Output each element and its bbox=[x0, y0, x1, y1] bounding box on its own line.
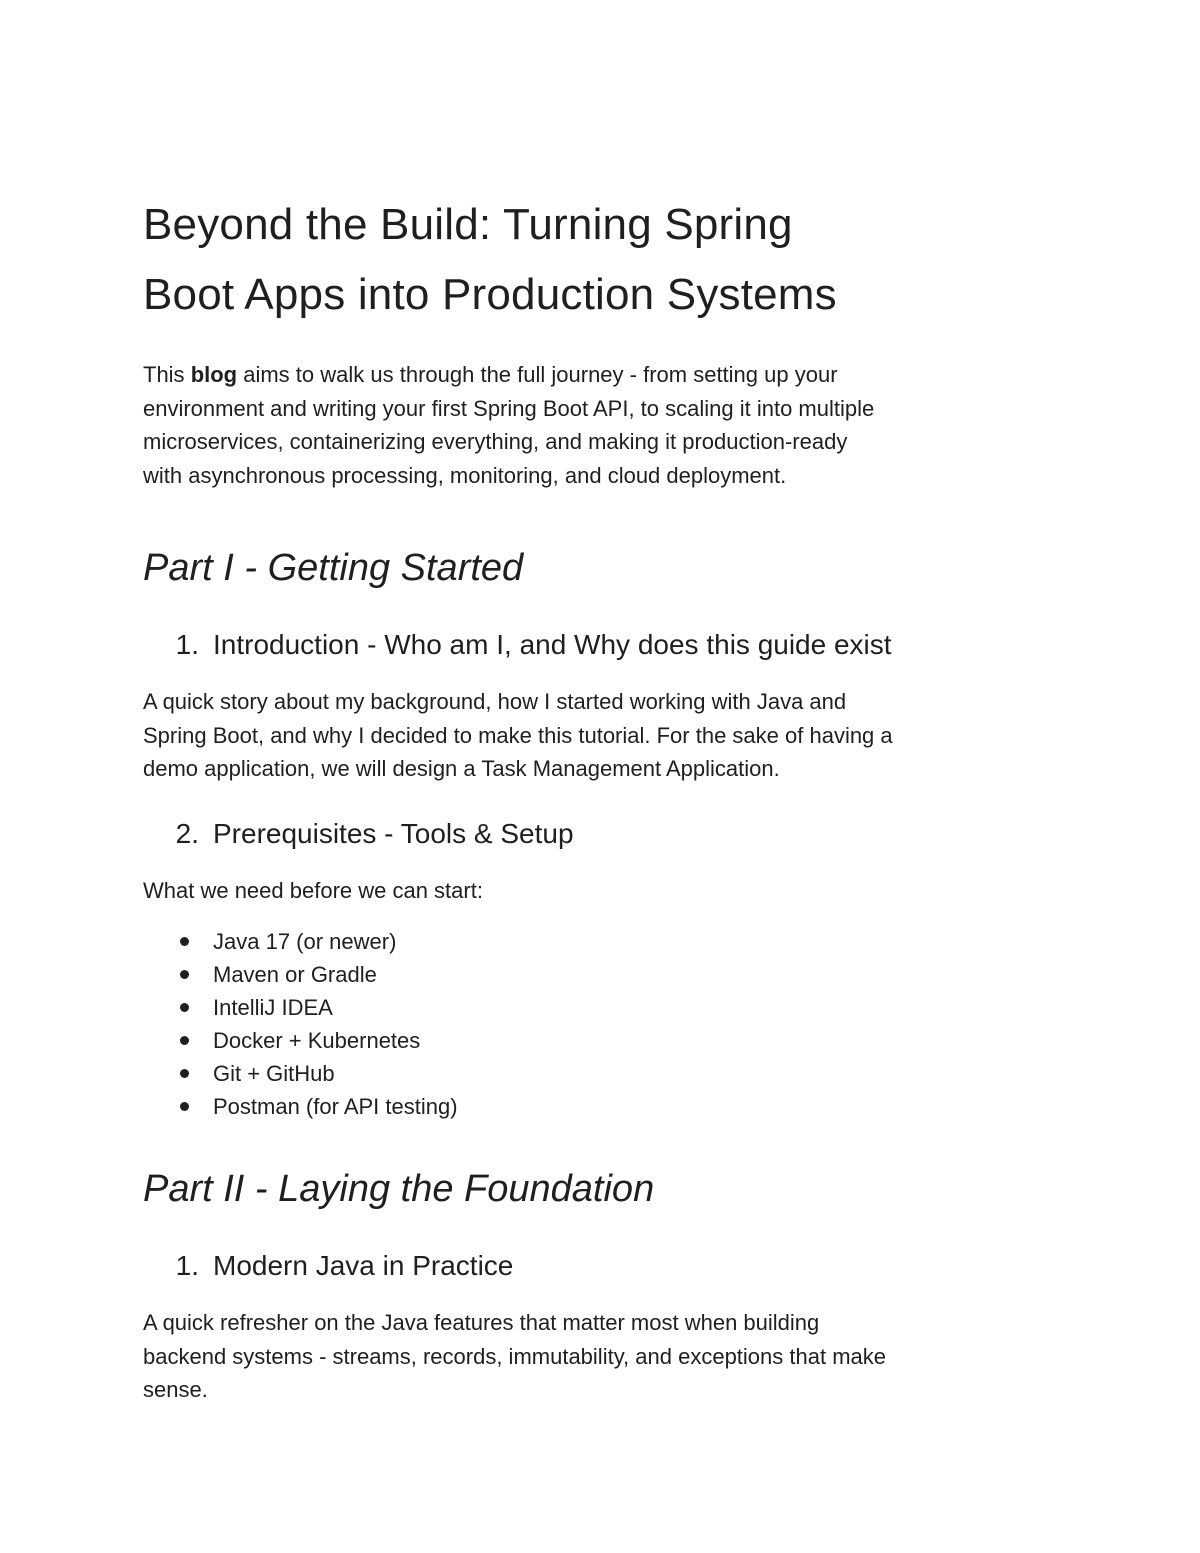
intro-line-2: environment and writing your first Spring Boot API, to scaling it into multiple bbox=[143, 395, 875, 421]
prerequisites-lead: What we need before we can start: bbox=[143, 877, 483, 903]
list-item bbox=[143, 991, 1063, 1024]
section-number: 2. bbox=[175, 817, 199, 849]
paragraph-line: backend systems - streams, records, immutability, and exceptions that make bbox=[143, 1343, 886, 1369]
paragraph-line: sense. bbox=[143, 1377, 208, 1402]
document-page bbox=[143, 190, 1063, 1407]
intro-bold-word: blog bbox=[190, 362, 238, 387]
bullet-icon bbox=[180, 1102, 189, 1111]
part-1-section-2-heading bbox=[143, 814, 1063, 854]
bullet-icon bbox=[180, 1036, 189, 1045]
intro-line-1-rest: aims to walk us through the full journey - from setting up your bbox=[237, 362, 838, 387]
list-item-text: Java 17 (or newer) bbox=[213, 929, 397, 954]
prerequisites-list bbox=[143, 925, 1063, 1123]
list-item-text: Docker + Kubernetes bbox=[213, 1028, 421, 1053]
section-title: Prerequisites - Tools & Setup bbox=[213, 817, 574, 849]
part-2-section-1-heading bbox=[143, 1246, 1063, 1286]
intro-line-3: microservices, containerizing everything, and making it production-ready bbox=[143, 429, 848, 454]
bullet-icon bbox=[180, 937, 189, 946]
intro-paragraph bbox=[143, 358, 1063, 492]
section-title: Introduction - Who am I, and Why does this guide exist bbox=[213, 629, 892, 660]
paragraph-line: demo application, we will design a Task Management Application. bbox=[143, 756, 780, 781]
list-item bbox=[143, 1090, 1063, 1123]
paragraph-line: A quick refresher on the Java features that matter most when building bbox=[143, 1310, 820, 1335]
paragraph-line: Spring Boot, and why I decided to make this tutorial. For the sake of having a bbox=[143, 722, 893, 748]
part-2-section-1-paragraph bbox=[143, 1306, 1063, 1407]
list-item bbox=[143, 925, 1063, 958]
list-item-text: IntelliJ IDEA bbox=[213, 995, 333, 1020]
part-2-heading: Part II - Laying the Foundation bbox=[143, 1168, 655, 1210]
list-item bbox=[143, 1057, 1063, 1090]
list-item bbox=[143, 1024, 1063, 1057]
section-number: 1. bbox=[175, 1250, 199, 1281]
list-item bbox=[143, 958, 1063, 991]
intro-line-4: with asynchronous processing, monitoring, and cloud deployment. bbox=[143, 462, 787, 488]
paragraph-line: A quick story about my background, how I started working with Java and bbox=[143, 689, 847, 714]
title-line-1: Beyond the Build: Turning Spring bbox=[143, 200, 793, 249]
list-item-text: Postman (for API testing) bbox=[213, 1094, 458, 1119]
bullet-icon bbox=[180, 1069, 189, 1078]
intro-prefix: This bbox=[143, 362, 191, 387]
section-title: Modern Java in Practice bbox=[213, 1250, 514, 1281]
part-1-section-1-heading bbox=[143, 625, 1063, 665]
bullet-icon bbox=[180, 970, 189, 979]
intro-line-1 bbox=[143, 358, 1063, 392]
part-1-section-1-paragraph bbox=[143, 685, 1063, 786]
document-title bbox=[143, 190, 1063, 330]
part-1-heading: Part I - Getting Started bbox=[143, 547, 524, 589]
list-item-text: Git + GitHub bbox=[213, 1061, 335, 1086]
bullet-icon bbox=[180, 1003, 189, 1012]
section-number: 1. bbox=[175, 629, 199, 660]
list-item-text: Maven or Gradle bbox=[213, 962, 377, 987]
title-line-2: Boot Apps into Production Systems bbox=[143, 270, 837, 319]
